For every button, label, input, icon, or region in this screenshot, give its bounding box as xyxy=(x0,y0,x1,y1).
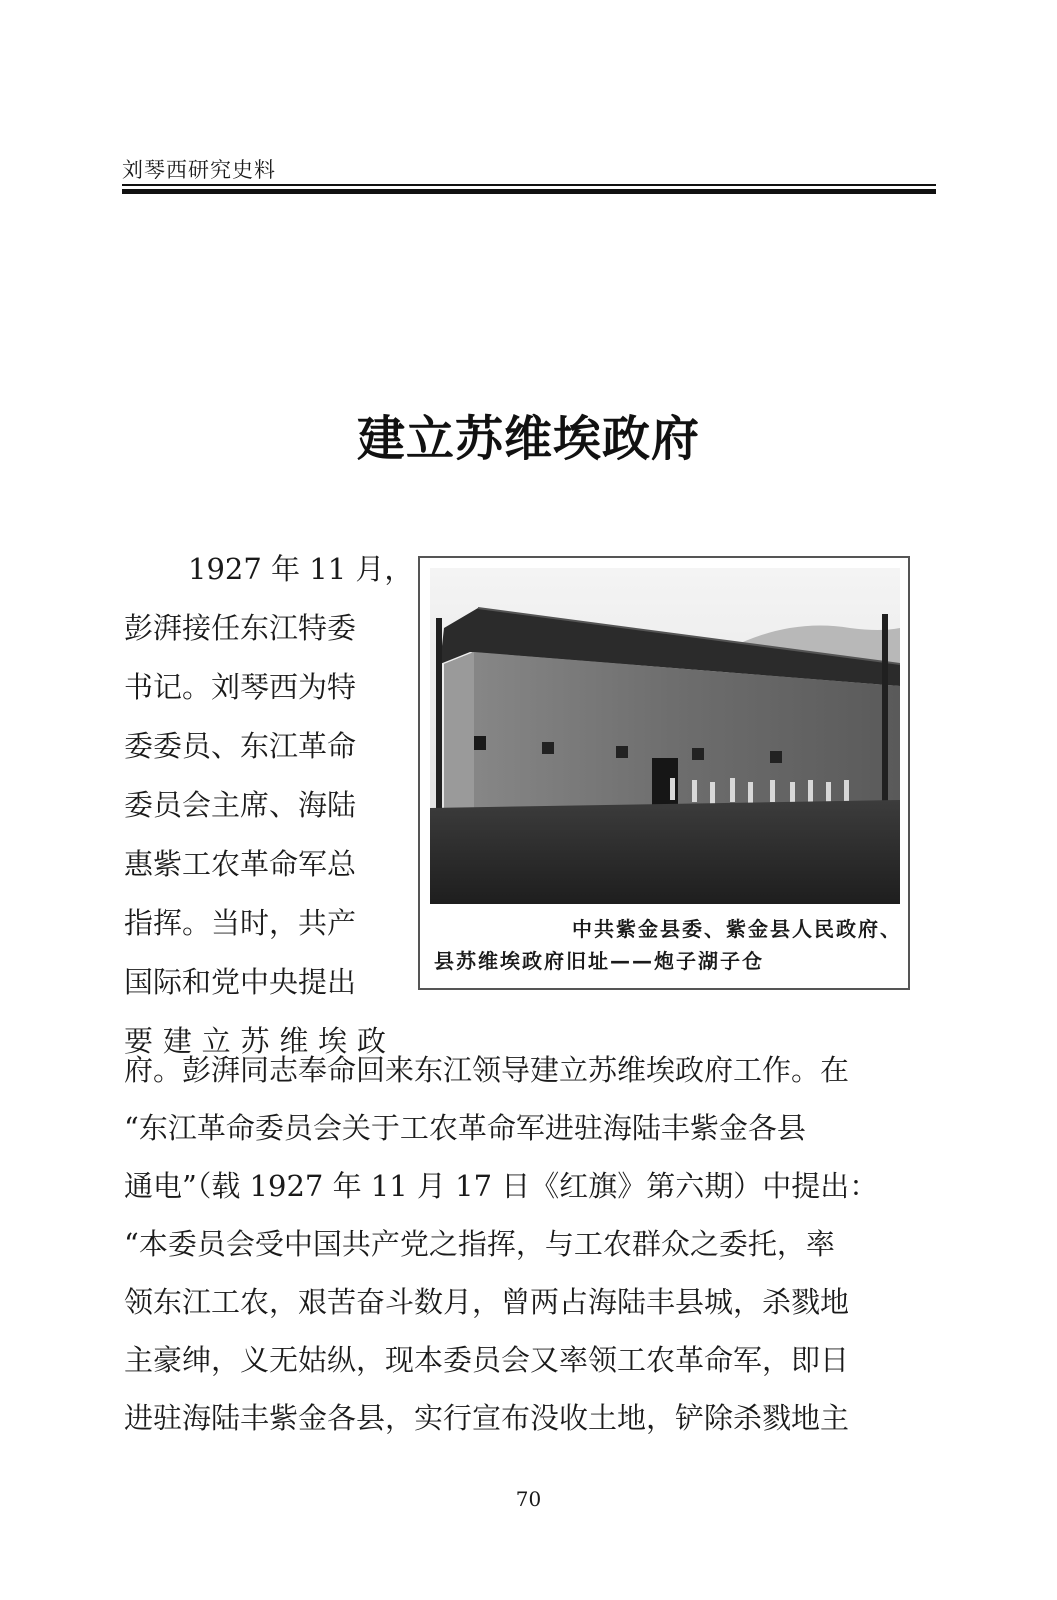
left-column-text xyxy=(124,540,414,1071)
text-line: 惠紫工农革命军总 xyxy=(124,847,357,881)
text-line: 1927 年 11 月， xyxy=(188,552,414,586)
figure xyxy=(418,556,910,990)
text-line: “东江革命委员会关于工农革命军进驻海陆丰紫金各县 xyxy=(124,1111,806,1145)
text-line: 委委员、东江革命 xyxy=(124,729,357,763)
char: 苏 xyxy=(240,1024,270,1058)
text-line: 指挥。当时，共产 xyxy=(124,906,357,940)
header-rule-thin xyxy=(122,184,936,186)
text-line: 委员会主席、海陆 xyxy=(124,788,357,822)
char: 埃 xyxy=(318,1024,348,1058)
caption-line: 县苏维埃政府旧址——炮子湖子仓 xyxy=(434,949,764,973)
running-head: 刘琴西研究史料 xyxy=(122,158,276,182)
text-line: 府。彭湃同志奉命回来东江领导建立苏维埃政府工作。在 xyxy=(124,1053,850,1087)
article-title: 建立苏维埃政府 xyxy=(356,411,700,467)
char: 要 xyxy=(124,1024,154,1058)
text-line: 书记。刘琴西为特 xyxy=(124,670,357,704)
text-line: 国际和党中央提出 xyxy=(124,965,357,999)
text-line: “本委员会受中国共产党之指挥，与工农群众之委托，率 xyxy=(124,1227,835,1261)
page-number: 70 xyxy=(515,1487,542,1511)
char: 政 xyxy=(356,1024,386,1058)
char: 建 xyxy=(162,1024,192,1058)
text-line: 领东江工农，艰苦奋斗数月，曾两占海陆丰县城，杀戮地 xyxy=(124,1285,850,1319)
char: 立 xyxy=(201,1024,231,1058)
historic-building-photo xyxy=(430,568,900,904)
figure-caption xyxy=(420,913,908,977)
text-line: 主豪绅，义无姑纵，现本委员会又率领工农革命军，即日 xyxy=(124,1343,850,1377)
text-line: 通电”（载 1927 年 11 月 17 日《红旗》第六期）中提出： xyxy=(124,1169,879,1203)
header-rule-thick xyxy=(122,189,936,194)
caption-line: 中共紫金县委、紫金县人民政府、 xyxy=(572,917,902,941)
body-text xyxy=(124,1041,936,1447)
char: 维 xyxy=(279,1024,309,1058)
text-line: 进驻海陆丰紫金各县，实行宣布没收土地，铲除杀戮地主 xyxy=(124,1401,850,1435)
text-line: 彭湃接任东江特委 xyxy=(124,611,357,645)
